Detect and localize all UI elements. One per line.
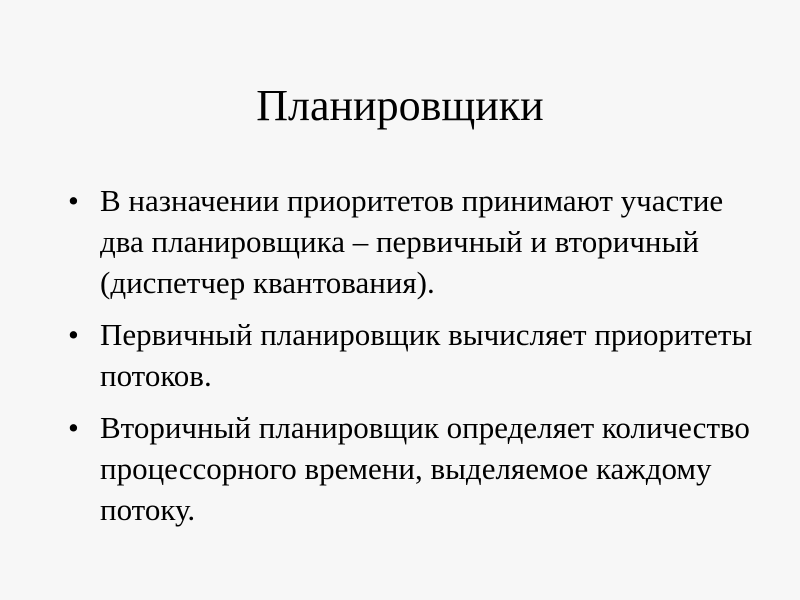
bullet-text: В назначении приоритетов принимают участие два планировщика – первичный и вторичный (диспетчер квантования).	[100, 183, 724, 300]
bullet-text: Первичный планировщик вычисляет приоритеты потоков.	[100, 317, 753, 393]
bullet-item	[60, 180, 760, 303]
bullet-marker: •	[68, 183, 79, 218]
slide-title: Планировщики	[256, 81, 544, 130]
bullet-list	[60, 180, 760, 541]
bullet-item	[60, 314, 760, 396]
bullet-marker: •	[68, 410, 79, 445]
bullet-item	[60, 407, 760, 530]
bullet-marker: •	[68, 317, 79, 352]
bullet-text: Вторичный планировщик определяет количество процессорного времени, выделяемое каждому потоку.	[100, 410, 750, 527]
